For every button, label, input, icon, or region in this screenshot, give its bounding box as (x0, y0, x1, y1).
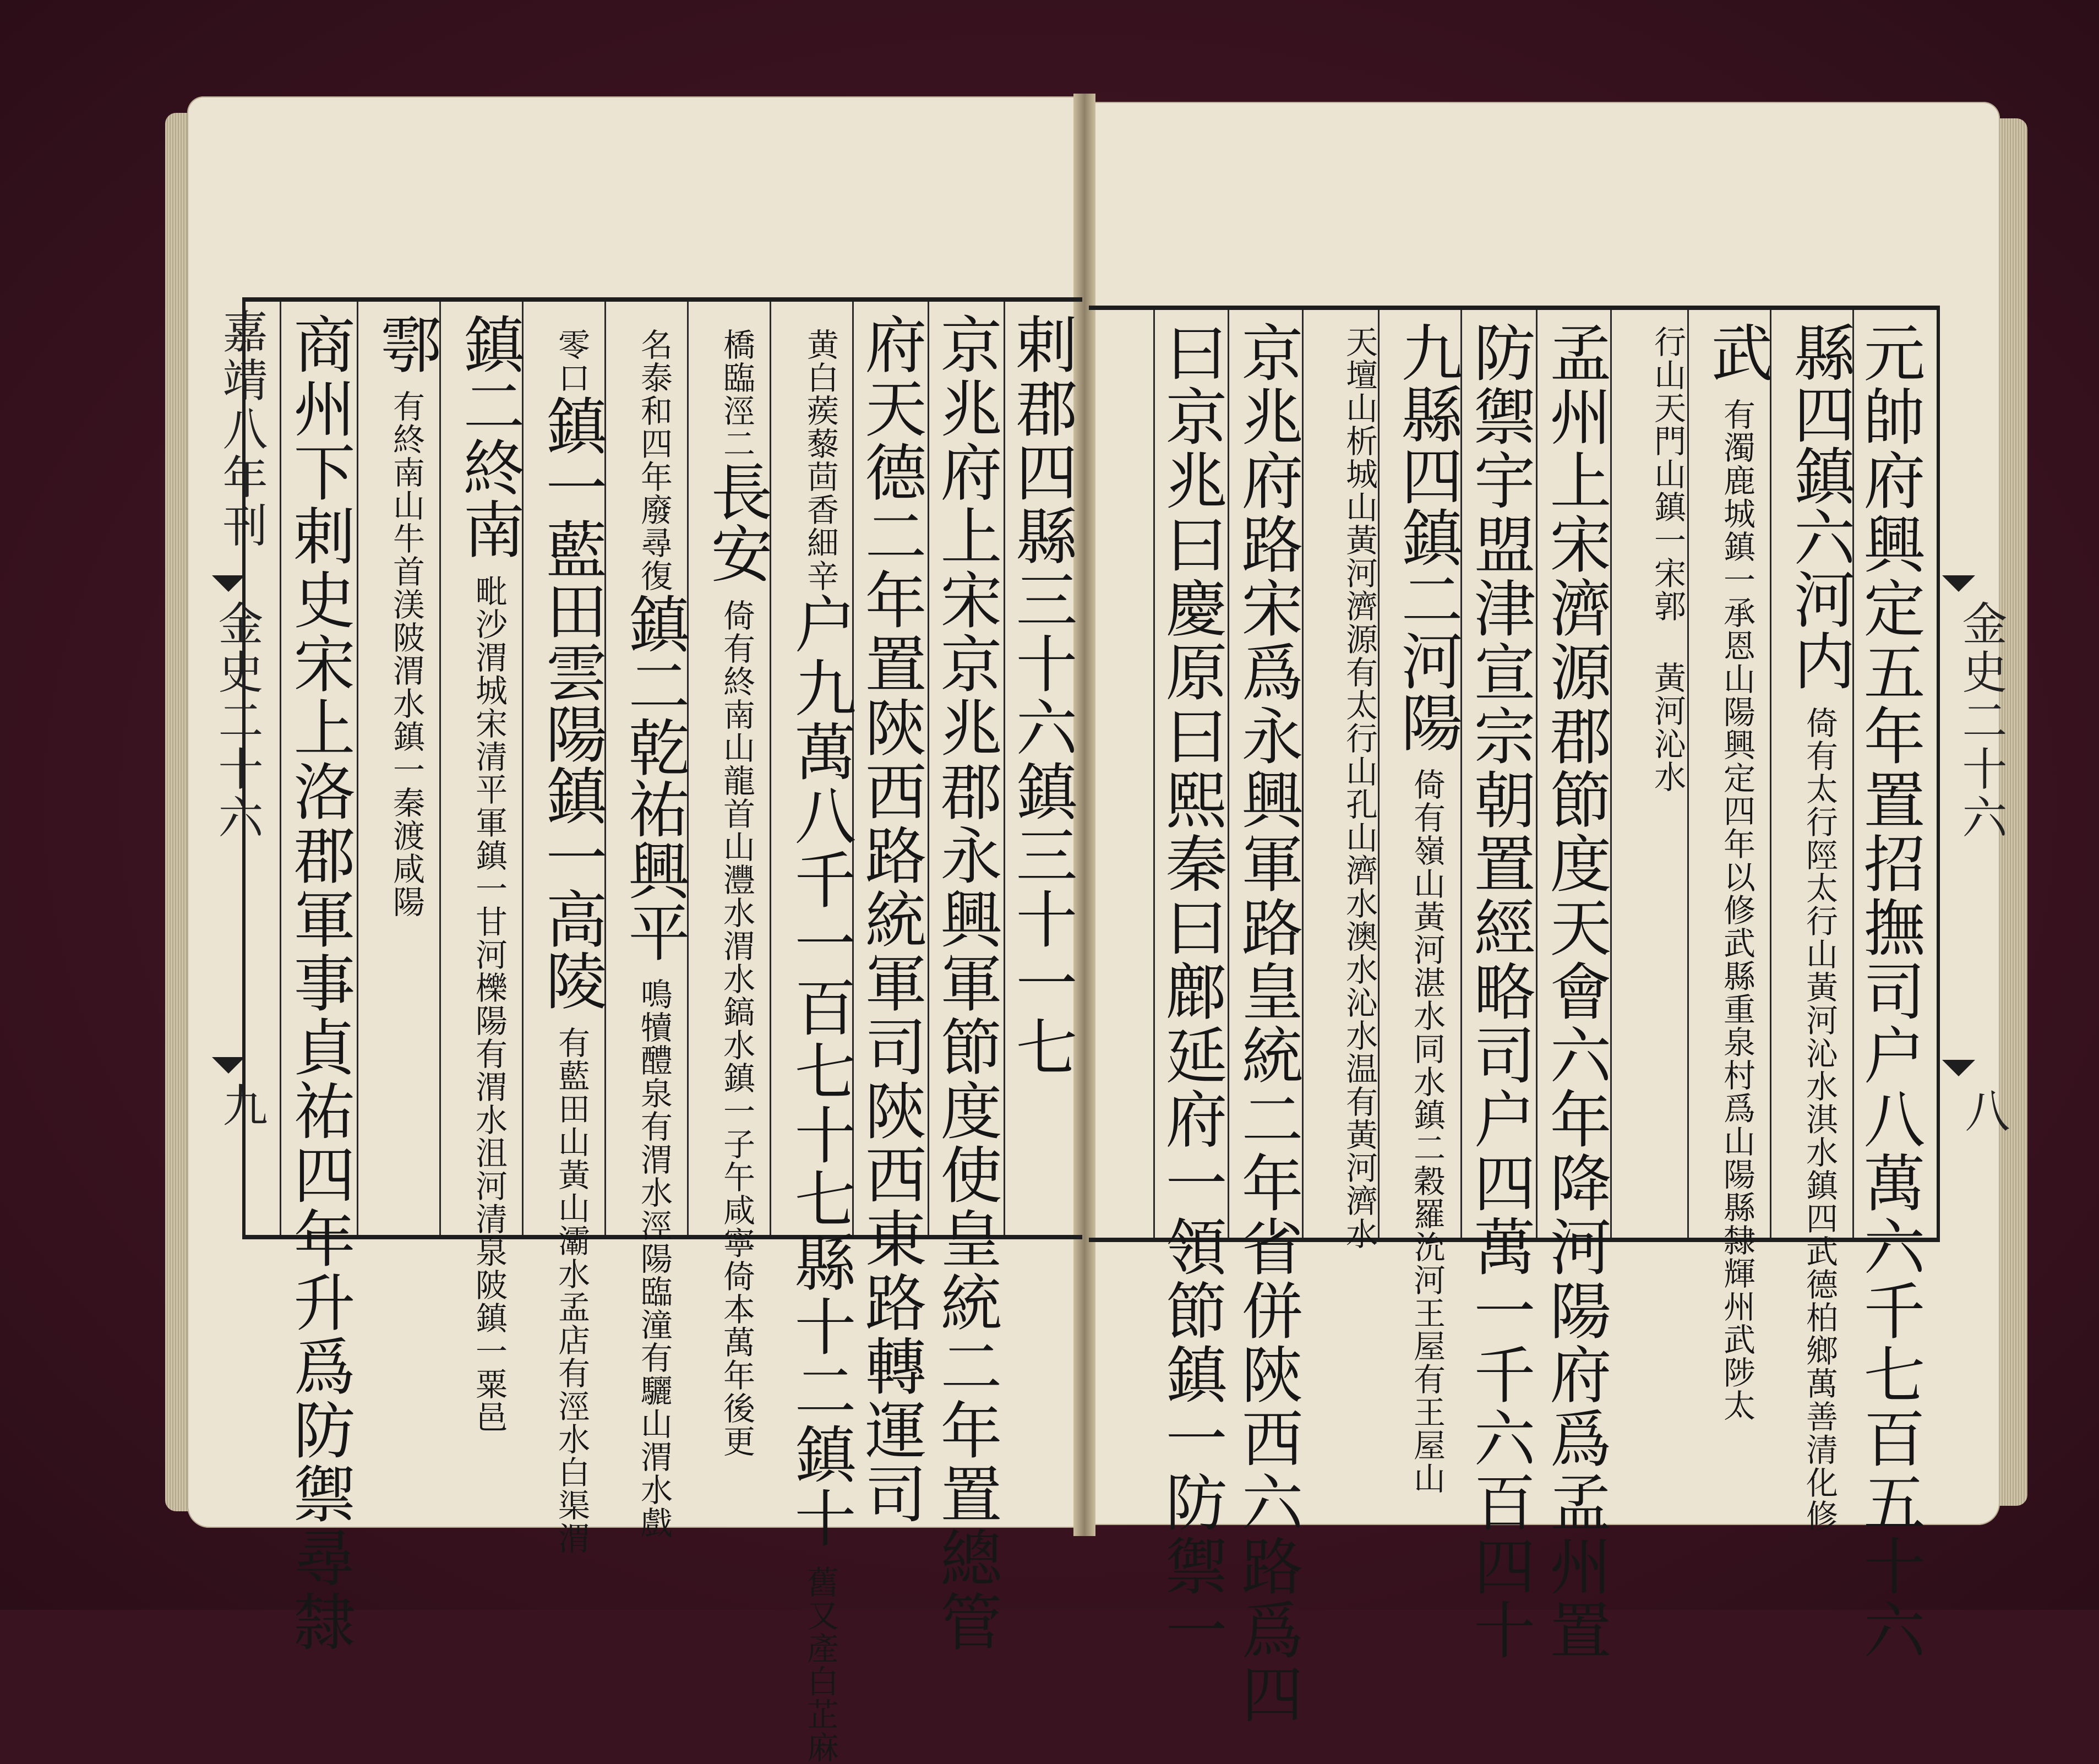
note: 舊又產白芷麻 (802, 1566, 839, 1764)
note: 零口 (553, 328, 590, 394)
note: 毗沙渭城宋清平軍鎮一甘河櫟陽有渭水沮河清泉陂鎮一粟邑 (470, 575, 508, 1434)
note: 黄白蒺藜茴香細辛 (802, 328, 839, 592)
text-column-annotated (361, 302, 442, 1235)
column-rule (1153, 310, 1155, 1238)
text-column-annotated (526, 302, 607, 1555)
right-margin-label: 金史二十六 (1955, 600, 2007, 842)
column-rule (1378, 310, 1380, 1238)
main-text: 武 (1701, 321, 1773, 383)
text-column-note: 行山天門山鎮一宋郭 黃河沁水 (1649, 325, 1686, 793)
main-text: 户九萬八千一百七十七縣十二鎮十 (784, 592, 856, 1550)
column-rule (1770, 310, 1771, 1238)
note: 倚有太行陘太行山黃河沁水淇水鎮四武德柏鄉萬善清化修 (1801, 706, 1838, 1532)
text-column-annotated (444, 302, 525, 1434)
column-rule (1004, 302, 1005, 1235)
note: 有濁鹿城鎮一承恩山陽興定四年以修武縣重泉村爲山陽縣隸輝州武陟太 (1718, 398, 1755, 1422)
text-column: 京兆府路宋爲永興軍路皇統二年省併陝西六路爲四 (1231, 321, 1303, 1726)
right-text-frame (1089, 306, 1940, 1726)
main-text: 長安 (701, 460, 772, 584)
left-text-frame (242, 297, 1082, 1764)
text-column-annotated (1692, 310, 1773, 1422)
column-rule (928, 302, 929, 1235)
column-rule (1228, 310, 1229, 1238)
main-text: 鎮二終南 (453, 313, 525, 559)
note: 名泰和四年廢尋復 (635, 328, 673, 592)
text-column-annotated (609, 302, 690, 1539)
main-text: 鄠 (370, 313, 442, 374)
left-fish-tail-top (212, 575, 245, 592)
text-column: 元帥府興定五年置招撫司户八萬六千七百五十六 (1853, 321, 1925, 1662)
note: 鳴犢醴泉有渭水涇陽臨潼有驪山渭水戲 (635, 978, 673, 1539)
main-text: 九縣四鎮二河陽 (1391, 321, 1463, 753)
text-column: 剌郡四縣三十六鎮三十一七 (1006, 313, 1077, 1079)
right-fish-tail-bottom (1942, 1060, 1975, 1076)
right-fish-tail-top (1942, 575, 1975, 592)
column-rule (280, 302, 281, 1235)
note: 有藍田山黃山灞水孟店有涇水白渠渭 (553, 1026, 590, 1555)
text-column: 曰京兆曰慶原曰熙秦曰鄜延府一領節鎮一防禦一 (1155, 321, 1227, 1662)
text-column-annotated (691, 302, 772, 1458)
column-rule (439, 302, 441, 1235)
column-rule (357, 302, 358, 1235)
right-margin-number: 八 (1958, 1087, 2010, 1136)
text-column: 京兆府上宋京兆郡永興軍節度使皇統二年置總管 (930, 313, 1002, 1654)
left-margin-number: 九 (215, 1082, 268, 1130)
note: 有終南山牛首渼陂渭水鎮一秦渡咸陽 (388, 390, 425, 918)
text-column-note: 天壇山析城山黃河濟源有太行山孔山濟水澳水沁水温有黃河濟水 (1340, 325, 1378, 1250)
text-column: 防禦宇盟津宣宗朝置經略司户四萬一千六百四十 (1464, 321, 1535, 1662)
left-margin-title: 嘉靖八年刊 (215, 308, 268, 551)
column-rule (770, 302, 771, 1235)
text-column: 府天德二年置陝西路統軍司陝西東路轉運司 (855, 313, 926, 1526)
text-column: 孟州上宋濟源郡節度天會六年降河陽府爲孟州置 (1540, 321, 1611, 1662)
main-text: 鎮一藍田雲陽鎮一高陵 (536, 394, 607, 1011)
left-margin-label: 金史二十六 (211, 600, 263, 842)
note: 橋臨涇二 (718, 328, 755, 460)
text-column: 商州下剌史宋上洛郡軍事貞祐四年升爲防禦尋隸 (283, 313, 355, 1654)
column-rule (1536, 310, 1538, 1238)
note: 倚有終南山龍首山灃水渭水鎬水鎮一子午咸寧倚本萬年後更 (718, 599, 755, 1458)
main-text: 縣四鎮六河内 (1784, 321, 1855, 691)
text-column-annotated (1774, 310, 1855, 1532)
column-rule (1687, 310, 1689, 1238)
note: 倚有嶺山黃河湛水同水鎮二穀羅沇河王屋有王屋山 (1408, 768, 1446, 1495)
text-column-annotated (774, 302, 856, 1764)
text-column-annotated (1382, 310, 1463, 1495)
left-fish-tail-bottom (212, 1057, 245, 1074)
main-text: 鎮二乾祐興平 (618, 592, 690, 962)
